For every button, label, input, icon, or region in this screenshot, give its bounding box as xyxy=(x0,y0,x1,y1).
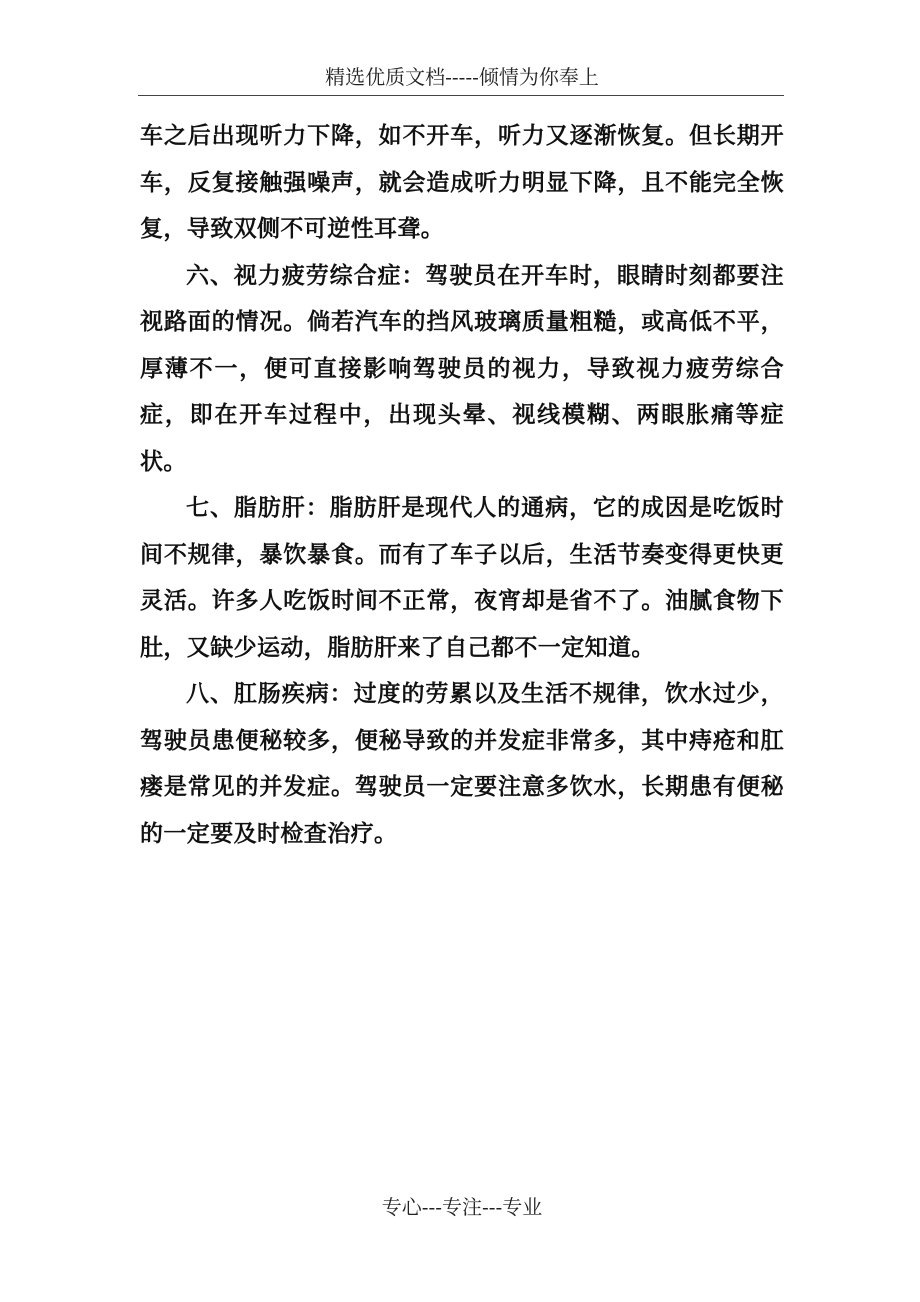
paragraph-anorectal-disease: 八、肛肠疾病：过度的劳累以及生活不规律，饮水过少，驾驶员患便秘较多，便秘导致的并发症非常多，其中痔疮和肛瘘是常见的并发症。驾驶员一定要注意多饮水，长期患有便秘的一定要及时检查治疗。 xyxy=(140,681,784,847)
document-body xyxy=(140,113,784,857)
page-header: 精选优质文档-----倾情为你奉上 xyxy=(325,65,599,89)
header-divider xyxy=(138,95,784,96)
paragraph-fatty-liver: 七、脂肪肝：脂肪肝是现代人的通病，它的成因是吃饭时间不规律，暴饮暴食。而有了车子以后，生活节奏变得更快更灵活。许多人吃饭时间不正常，夜宵却是省不了。油腻食物下肚，又缺少运动，脂肪肝来了自己都不一定知道。 xyxy=(140,495,784,661)
paragraph-visual-fatigue: 六、视力疲劳综合症：驾驶员在开车时，眼睛时刻都要注视路面的情况。倘若汽车的挡风玻璃质量粗糙，或高低不平，厚薄不一，便可直接影响驾驶员的视力，导致视力疲劳综合症，即在开车过程中，出现头晕、视线模糊、两眼胀痛等症状。 xyxy=(140,262,784,475)
paragraph-hearing-loss-continued: 车之后出现听力下降，如不开车，听力又逐渐恢复。但长期开车，反复接触强噪声，就会造成听力明显下降，且不能完全恢复，导致双侧不可逆性耳聋。 xyxy=(140,123,784,242)
page-footer: 专心---专注---专业 xyxy=(381,1195,543,1219)
